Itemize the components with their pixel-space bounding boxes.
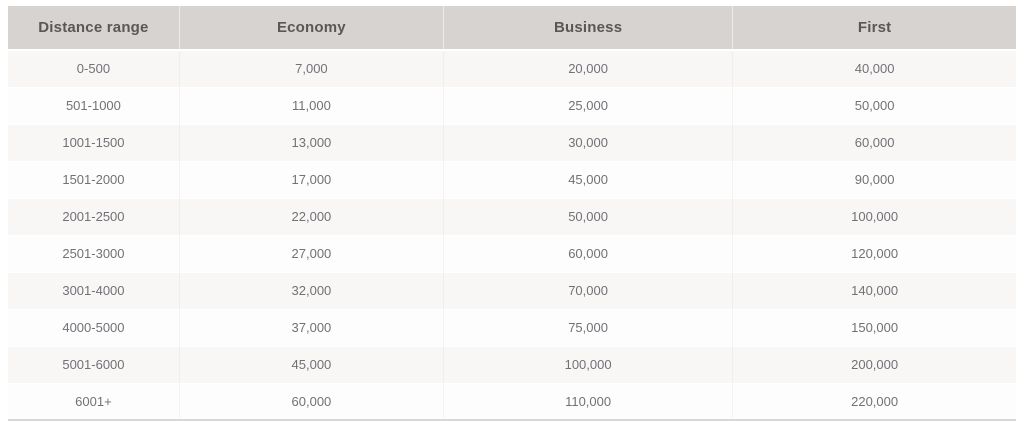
cell-economy: 22,000 — [179, 198, 443, 235]
cell-distance-range: 0-500 — [8, 50, 179, 87]
column-header-economy: Economy — [179, 6, 443, 50]
cell-first: 40,000 — [733, 50, 1016, 87]
cell-first: 220,000 — [733, 383, 1016, 420]
cell-economy: 60,000 — [179, 383, 443, 420]
cell-business: 45,000 — [443, 161, 732, 198]
cell-economy: 37,000 — [179, 309, 443, 346]
award-chart-table — [8, 6, 1016, 421]
cell-distance-range: 6001+ — [8, 383, 179, 420]
cell-economy: 17,000 — [179, 161, 443, 198]
cell-first: 90,000 — [733, 161, 1016, 198]
column-header-distance-range: Distance range — [8, 6, 179, 50]
column-header-business: Business — [443, 6, 732, 50]
table-row — [8, 235, 1016, 272]
table-row — [8, 87, 1016, 124]
cell-distance-range: 1001-1500 — [8, 124, 179, 161]
cell-business: 20,000 — [443, 50, 732, 87]
cell-economy: 27,000 — [179, 235, 443, 272]
cell-first: 100,000 — [733, 198, 1016, 235]
cell-first: 120,000 — [733, 235, 1016, 272]
cell-first: 60,000 — [733, 124, 1016, 161]
cell-first: 200,000 — [733, 346, 1016, 383]
cell-distance-range: 4000-5000 — [8, 309, 179, 346]
cell-business: 70,000 — [443, 272, 732, 309]
cell-economy: 45,000 — [179, 346, 443, 383]
table-header-row — [8, 6, 1016, 50]
cell-distance-range: 2001-2500 — [8, 198, 179, 235]
table-row — [8, 198, 1016, 235]
cell-distance-range: 3001-4000 — [8, 272, 179, 309]
cell-business: 25,000 — [443, 87, 732, 124]
cell-first: 150,000 — [733, 309, 1016, 346]
column-header-first: First — [733, 6, 1016, 50]
cell-first: 50,000 — [733, 87, 1016, 124]
cell-distance-range: 5001-6000 — [8, 346, 179, 383]
table-row — [8, 346, 1016, 383]
cell-first: 140,000 — [733, 272, 1016, 309]
cell-business: 110,000 — [443, 383, 732, 420]
cell-business: 60,000 — [443, 235, 732, 272]
table-row — [8, 272, 1016, 309]
table-row — [8, 161, 1016, 198]
cell-business: 50,000 — [443, 198, 732, 235]
cell-economy: 32,000 — [179, 272, 443, 309]
cell-economy: 7,000 — [179, 50, 443, 87]
cell-distance-range: 2501-3000 — [8, 235, 179, 272]
cell-distance-range: 501-1000 — [8, 87, 179, 124]
table-row — [8, 309, 1016, 346]
cell-economy: 13,000 — [179, 124, 443, 161]
cell-distance-range: 1501-2000 — [8, 161, 179, 198]
cell-economy: 11,000 — [179, 87, 443, 124]
cell-business: 75,000 — [443, 309, 732, 346]
cell-business: 30,000 — [443, 124, 732, 161]
table-row — [8, 50, 1016, 87]
cell-business: 100,000 — [443, 346, 732, 383]
table-row — [8, 383, 1016, 420]
table-row — [8, 124, 1016, 161]
award-chart-container — [8, 6, 1016, 421]
